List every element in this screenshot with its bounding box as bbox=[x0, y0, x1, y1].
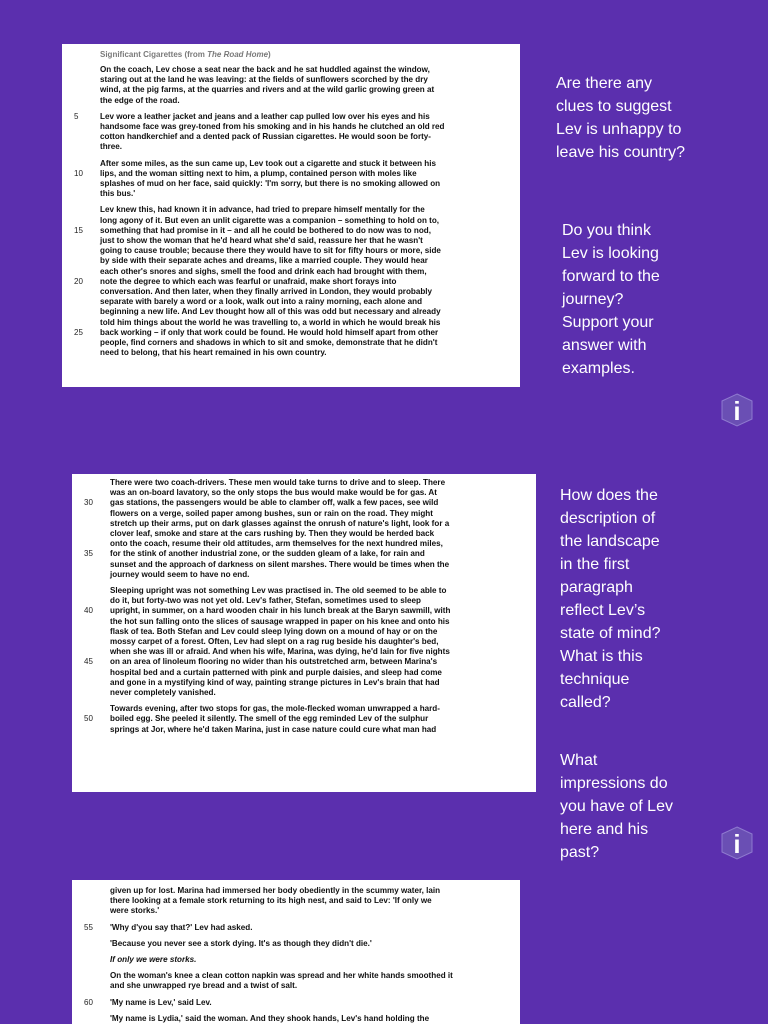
line-text: something that had promise in it – and all he could be bothered to do now was to nod, bbox=[100, 225, 431, 235]
passage-line bbox=[110, 617, 526, 627]
passage-line bbox=[110, 529, 526, 539]
line-text: on an area of linoleum flooring no wider than his outstretched arm, between Marina's bbox=[110, 657, 438, 667]
question-line: paragraph bbox=[560, 579, 633, 596]
passage-line bbox=[84, 549, 526, 559]
question-line: leave his country? bbox=[556, 144, 685, 161]
passage-line bbox=[100, 348, 510, 358]
line-text: Lev wore a leather jacket and jeans and a leather cap pulled low over his eyes and his bbox=[100, 111, 430, 121]
passage-line bbox=[100, 96, 510, 106]
passage-line bbox=[110, 478, 526, 488]
passage-line bbox=[110, 586, 526, 596]
passage-line bbox=[110, 678, 526, 688]
passage-line bbox=[100, 159, 510, 169]
line-text: need to belong, that his heart remained in his own country. bbox=[100, 348, 327, 358]
line-text: and gone in a mystifying kind of way, painting strange pictures in Lev's brain that had bbox=[110, 677, 440, 687]
passage-paragraph bbox=[110, 939, 510, 949]
line-text: was an on-board lavatory, so the only stops the bus would make would be for gas. At bbox=[110, 488, 437, 498]
passage-line bbox=[74, 327, 510, 338]
passage-line bbox=[74, 111, 510, 122]
passage-paragraph bbox=[74, 205, 510, 358]
question-line: past? bbox=[560, 844, 600, 861]
passage-line bbox=[84, 606, 526, 616]
line-text: back working – if only that work could be found. He would hold himself apart from other bbox=[100, 327, 439, 337]
passage-line bbox=[100, 205, 510, 215]
passage-line bbox=[100, 75, 510, 85]
line-number: 25 bbox=[74, 327, 83, 337]
question-line: Support your bbox=[562, 314, 654, 331]
passage-line bbox=[84, 714, 526, 724]
passage-line bbox=[110, 704, 526, 714]
line-text: each other's snores and sighs, smell the food and drink each had brought with them, bbox=[100, 266, 427, 276]
info-icon-graphic bbox=[720, 393, 754, 427]
passage-line bbox=[84, 657, 526, 667]
passage-title: Significant Cigarettes (from The Road Home) bbox=[100, 50, 271, 59]
passage-line bbox=[100, 216, 510, 226]
line-text: told him things about the world he was travelling to, a world in which he would break his bbox=[100, 317, 441, 327]
line-number: 20 bbox=[74, 276, 83, 286]
question-line: What is this bbox=[560, 648, 643, 665]
line-text: conversation. And then later, when they finally arrived in London, they would probably bbox=[100, 287, 433, 297]
passage-paragraph bbox=[110, 955, 510, 965]
question-line: Lev is looking bbox=[562, 245, 659, 262]
question-line: What bbox=[560, 752, 598, 769]
question-line: Lev is unhappy to bbox=[556, 121, 682, 138]
passage-paragraph bbox=[84, 922, 510, 933]
passage-panel-3 bbox=[72, 880, 520, 1024]
line-text: note the degree to which each was fearful or unafraid, make short forays into bbox=[100, 276, 397, 286]
passage-line bbox=[100, 189, 510, 199]
passage-line bbox=[110, 939, 510, 949]
line-text: Lev knew this, had known it in advance, had tried to prepare himself mentally for the bbox=[100, 205, 425, 215]
line-text: do it, but forty-two was not yet old. Lev's father, Stefan, sometimes used to sleep bbox=[110, 596, 421, 606]
passage-line bbox=[100, 267, 510, 277]
passage-line bbox=[110, 647, 526, 657]
passage-paragraph bbox=[84, 704, 526, 735]
question-line: answer with bbox=[562, 337, 647, 354]
line-number: 40 bbox=[84, 606, 93, 616]
passage-paragraph bbox=[84, 586, 526, 698]
question-line: forward to the bbox=[562, 268, 660, 285]
line-text: boiled egg. She peeled it silently. The smell of the egg reminded Lev of the sulphur bbox=[110, 714, 429, 724]
line-text: On the coach, Lev chose a seat near the back and he sat huddled against the window, bbox=[100, 65, 430, 74]
line-text: If only we were storks. bbox=[110, 955, 197, 965]
question-line: in the first bbox=[560, 556, 630, 573]
passage-line bbox=[110, 725, 526, 735]
info-icon-graphic bbox=[720, 826, 754, 860]
passage-line bbox=[110, 688, 526, 698]
passage-line bbox=[110, 955, 510, 965]
line-text: stretch up their arms, put on dark glasses against the onrush of nature's light, look for a bbox=[110, 518, 450, 528]
passage-line bbox=[110, 627, 526, 637]
line-text: this bus.' bbox=[100, 189, 136, 199]
line-text: 'Why d'you say that?' Lev had asked. bbox=[110, 922, 253, 932]
passage-panel-1 bbox=[62, 44, 520, 387]
line-number: 10 bbox=[74, 168, 83, 178]
question-2 bbox=[562, 219, 660, 380]
passage-line bbox=[110, 539, 526, 549]
passage-line bbox=[100, 65, 510, 75]
question-line: technique bbox=[560, 671, 630, 688]
line-text: 'Because you never see a stork dying. It's as though they didn't die.' bbox=[110, 938, 372, 948]
info-icon-glyph: i bbox=[733, 829, 741, 859]
passage-line bbox=[100, 338, 510, 348]
line-text: handsome face was grey-toned from his smoking and in his hands he clutched an old red bbox=[100, 122, 445, 132]
line-text: going to cause trouble; because there they would have to sit for fifty hours or more, side bbox=[100, 246, 441, 256]
question-line: Are there any bbox=[556, 75, 653, 92]
line-text: 'My name is Lev,' said Lev. bbox=[110, 997, 212, 1007]
passage-line bbox=[110, 637, 526, 647]
line-text: the edge of the road. bbox=[100, 95, 180, 105]
question-line: examples. bbox=[562, 360, 635, 377]
line-text: were storks.' bbox=[110, 906, 160, 916]
line-text: cotton handkerchief and a dented pack of Russian cigarettes. He would soon be forty- bbox=[100, 132, 431, 142]
line-text: sunset and the approach of darkness on silent marshes. There would be times when the bbox=[110, 559, 450, 569]
line-text: by side with their separate aches and dreams, like a married couple. They would hear bbox=[100, 256, 428, 266]
line-text: onto the coach, resume their old attitudes, arm themselves for the next hundred miles, bbox=[110, 539, 443, 549]
question-line: the landscape bbox=[560, 533, 660, 550]
passage-line bbox=[100, 142, 510, 152]
question-line: How does the bbox=[560, 487, 658, 504]
question-line: clues to suggest bbox=[556, 98, 672, 115]
passage-line bbox=[110, 668, 526, 678]
passage-line bbox=[74, 225, 510, 236]
passage-paragraph bbox=[74, 158, 510, 200]
line-text: just to show the woman that he'd heard what she'd said, reassure her that he wasn't bbox=[100, 236, 423, 246]
line-text: splashes of mud on her face, said quickly: 'I'm sorry, but there is no smoking allowed on bbox=[100, 179, 441, 189]
info-icon-glyph: i bbox=[733, 396, 741, 426]
passage-line bbox=[100, 122, 510, 132]
line-text: There were two coach-drivers. These men would take turns to drive and to sleep. There bbox=[110, 478, 446, 487]
line-text: After some miles, as the sun came up, Lev took out a cigarette and stuck it between his bbox=[100, 158, 436, 168]
line-number: 35 bbox=[84, 549, 93, 559]
line-text: clover leaf, smoke and stare at the cars rushing by. Then they would be herded back bbox=[110, 529, 435, 539]
question-line: you have of Lev bbox=[560, 798, 673, 815]
passage-line bbox=[100, 246, 510, 256]
question-line: description of bbox=[560, 510, 656, 527]
passage-paragraph bbox=[84, 997, 510, 1008]
line-number: 55 bbox=[84, 922, 93, 932]
line-text: gas stations, the passengers would be able to clamber off, walk a few paces, see wild bbox=[110, 498, 439, 508]
passage-line bbox=[84, 922, 510, 933]
passage-line bbox=[110, 488, 526, 498]
passage-paragraph bbox=[84, 478, 526, 580]
passage-line bbox=[100, 318, 510, 328]
passage-line bbox=[100, 236, 510, 246]
passage-line bbox=[110, 886, 510, 896]
passage-paragraph bbox=[110, 1014, 510, 1024]
line-text: upright, in summer, on a hard wooden chair in his lunch break at the Baryn sawmill, with bbox=[110, 606, 451, 616]
passage-paragraph bbox=[74, 111, 510, 153]
line-text: for the stink of another industrial zone, or the sudden gleam of a lake, for rain and bbox=[110, 549, 425, 559]
line-text: mossy carpet of a forest. Often, Lev had slept on a rag rug beside his daughter's bed, bbox=[110, 637, 439, 647]
line-text: given up for lost. Marina had immersed her body obediently in the scummy water, lain bbox=[110, 886, 441, 895]
question-4 bbox=[560, 749, 673, 864]
line-text: Sleeping upright was not something Lev was practised in. The old seemed to be able to bbox=[110, 586, 447, 596]
passage-line bbox=[100, 256, 510, 266]
line-text: and she unwrapped rye bread and a twist of salt. bbox=[110, 981, 298, 991]
passage-line bbox=[100, 307, 510, 317]
passage-line bbox=[110, 560, 526, 570]
passage-paragraph bbox=[100, 65, 510, 106]
passage-line bbox=[100, 287, 510, 297]
line-text: lips, and the woman sitting next to him, a plump, contained person with moles like bbox=[100, 168, 417, 178]
line-text: hospital bed and a curtain patterned with pink and purple daisies, and sleep had come bbox=[110, 667, 442, 677]
line-text: three. bbox=[100, 142, 123, 152]
passage-line bbox=[110, 1014, 510, 1024]
line-text: long agony of it. But even an unlit cigarette was a companion – something to hold on to, bbox=[100, 215, 440, 225]
passage-paragraph bbox=[110, 886, 510, 917]
passage-line bbox=[110, 971, 510, 981]
passage-line bbox=[84, 498, 526, 508]
line-text: the hot sun falling onto the slices of sausage wrapped in paper on his knee and onto his bbox=[110, 616, 450, 626]
line-text: 'My name is Lydia,' said the woman. And they shook hands, Lev's hand holding the bbox=[110, 1013, 430, 1023]
question-line: Do you think bbox=[562, 222, 651, 239]
passage-line bbox=[110, 570, 526, 580]
question-line: journey? bbox=[562, 291, 624, 308]
line-number: 60 bbox=[84, 997, 93, 1007]
line-text: journey would seem to have no end. bbox=[110, 569, 250, 579]
line-number: 45 bbox=[84, 657, 93, 667]
info-icon[interactable] bbox=[720, 826, 754, 860]
line-text: springs at Jor, where he'd taken Marina, just in case nature could cure what man had bbox=[110, 724, 437, 734]
passage-line bbox=[100, 132, 510, 142]
passage-line bbox=[100, 297, 510, 307]
line-text: Towards evening, after two stops for gas, the mole-flecked woman unwrapped a hard- bbox=[110, 704, 440, 714]
question-line: reflect Lev’s bbox=[560, 602, 646, 619]
info-icon[interactable] bbox=[720, 393, 754, 427]
passage-line bbox=[110, 596, 526, 606]
line-text: never completely vanished. bbox=[110, 688, 216, 698]
line-text: wind, at the pig farms, at the quarries and rivers and at the wild garlic growing green at bbox=[100, 85, 435, 95]
passage-paragraph bbox=[110, 971, 510, 991]
line-text: staring out at the land he was leaving: at the fields of sunflowers scorched by the dry bbox=[100, 75, 428, 85]
line-number: 30 bbox=[84, 498, 93, 508]
line-text: separate with barely a word or a look, walk out into a rainy morning, each alone and bbox=[100, 297, 423, 307]
line-text: flask of tea. Both Stefan and Lev could sleep lying down on a mound of hay or on the bbox=[110, 626, 438, 636]
line-number: 50 bbox=[84, 714, 93, 724]
line-text: when she was ill or afraid. And when his wife, Marina, was dying, he'd lain for five nights bbox=[110, 647, 450, 657]
passage-line bbox=[84, 997, 510, 1008]
line-text: people, find corners and shadows in which to sit and smoke, demonstrate that he didn't bbox=[100, 338, 438, 348]
passage-panel-2 bbox=[72, 474, 536, 792]
passage-line bbox=[100, 179, 510, 189]
passage-line bbox=[74, 168, 510, 179]
line-text: On the woman's knee a clean cotton napkin was spread and her white hands smoothed it bbox=[110, 971, 453, 981]
question-1 bbox=[556, 72, 685, 164]
passage-line bbox=[110, 509, 526, 519]
line-text: beginning a new life. And Lev thought how all of this was odd but necessary and already bbox=[100, 307, 441, 317]
question-line: state of mind? bbox=[560, 625, 661, 642]
passage-line bbox=[100, 85, 510, 95]
line-number: 5 bbox=[74, 111, 79, 121]
line-text: there looking at a female stork returning to its high nest, and said to Lev: 'If only we bbox=[110, 896, 432, 906]
question-line: here and his bbox=[560, 821, 649, 838]
passage-line bbox=[74, 276, 510, 287]
line-text: flowers on a verge, soiled paper among bushes, sun or rain on the road. They might bbox=[110, 508, 433, 518]
passage-line bbox=[110, 981, 510, 991]
passage-line bbox=[110, 519, 526, 529]
question-3 bbox=[560, 484, 661, 714]
question-line: impressions do bbox=[560, 775, 668, 792]
passage-line bbox=[110, 906, 510, 916]
passage-line bbox=[110, 896, 510, 906]
line-number: 15 bbox=[74, 225, 83, 235]
question-line: called? bbox=[560, 694, 611, 711]
